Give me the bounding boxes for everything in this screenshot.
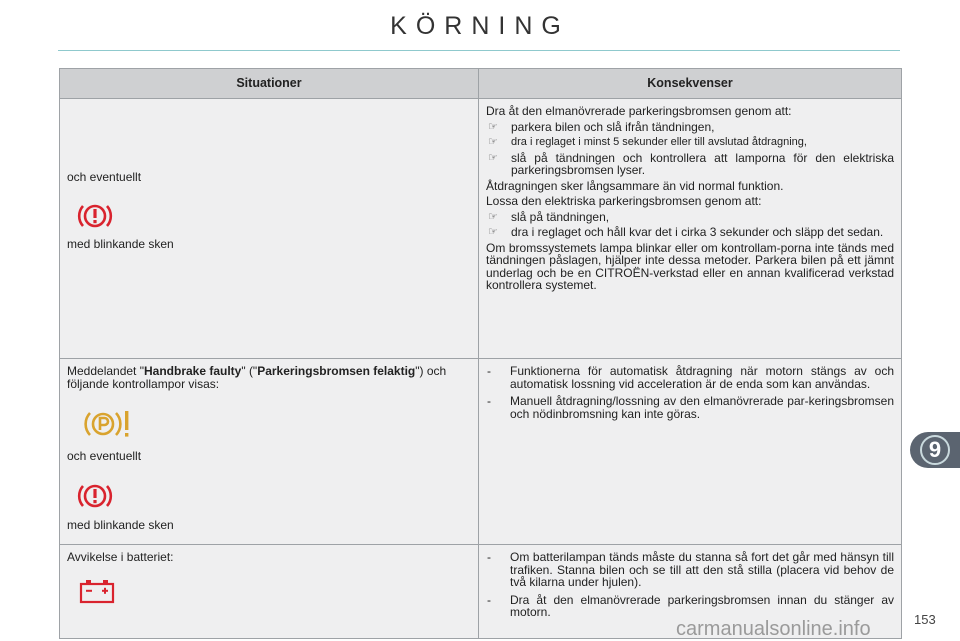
consequence-text: Åtdragningen sker långsammare än vid normal funktion. [486,178,784,193]
message-translation: Parkeringsbromsen felaktig [257,364,416,378]
situation-text: Meddelandet "Handbrake faulty" ("Parkeringsbromsen felaktig") och följande kontrollampor visas: [67,364,447,391]
list-item: - Manuell åtdragning/lossning av den elmanövrerade par-keringsbromsen och nödinbromsning kan inte göras. [487,394,894,421]
situation-text: Avvikelse i batteriet: [67,550,174,564]
brake-warning-icon [77,480,113,512]
consequence-text: Lossa den elektriska parkeringsbromsen genom att: [486,194,762,208]
hand-pointer-icon: ☞ [488,151,498,164]
table-row [60,99,902,359]
list-item: - Om batterilampan tänds måste du stanna så fort det går med hänsyn till trafiken. Stanna bilen och se till att den stå stilla (placera vid behov de två kilarna under hjulen). [487,550,894,589]
title-divider [58,50,900,51]
situation-cell [60,99,479,359]
column-header-situations: Situationer [60,69,479,99]
hand-pointer-icon: ☞ [488,120,498,133]
situation-cell [60,359,479,545]
consequence-cell [479,359,902,545]
situation-text: och eventuellt [67,449,142,463]
hand-pointer-icon: ☞ [488,136,498,148]
list-item: ☞ dra i reglaget i minst 5 sekunder eller till avslutad åtdragning, [488,136,807,148]
list-item: - Funktionerna för automatisk åtdragning när motorn stängs av och automatisk lossning vid acceleration är de enda som kan användas. [487,364,894,391]
fault-table [59,68,902,639]
list-item: ☞ parkera bilen och slå ifrån tändningen, [488,119,715,134]
parking-brake-fault-icon [81,406,139,442]
column-header-consequences: Konsekvenser [479,69,902,99]
situation-cell [60,545,479,639]
situation-text: med blinkande sken [67,517,174,532]
page-number: 153 [914,612,936,627]
consequence-text: Om bromssystemets lampa blinkar eller om kontrollam-porna inte tänds med tändningen påslagen, hjälper inte dessa metoder. Parkera bilen på ett jämnt underlag och be en CITROËN-verkstad eller en annan kvalificerad verkstad kontrollera systemet. [486,240,894,292]
table-row [60,359,902,545]
situation-text: och eventuellt [67,170,142,184]
page-title: KÖRNING [390,12,570,40]
hand-pointer-icon: ☞ [488,226,498,238]
chapter-tab[interactable] [910,432,960,468]
list-item: ☞ slå på tändningen och kontrollera att lamporna för den elektriska parkeringsbromsen lyser. [488,150,894,177]
battery-icon [79,578,115,604]
message-name: Handbrake faulty [143,364,242,378]
brake-warning-icon [77,200,113,232]
list-item: ☞ slå på tändningen, [488,209,610,224]
list-item: - Dra åt den elmanövrerade parkeringsbromsen innan du stänger av motorn. [487,592,894,619]
consequence-text: Dra åt den elmanövrerade parkeringsbromsen genom att: [486,104,792,118]
chapter-number: 9 [920,435,950,465]
situation-text: med blinkande sken [67,236,174,251]
hand-pointer-icon: ☞ [488,210,498,223]
watermark: carmanualsonline.info [676,618,871,640]
list-item: ☞ dra i reglaget och håll kvar det i cirka 3 sekunder och släpp det sedan. [488,225,884,239]
consequence-cell [479,99,902,359]
